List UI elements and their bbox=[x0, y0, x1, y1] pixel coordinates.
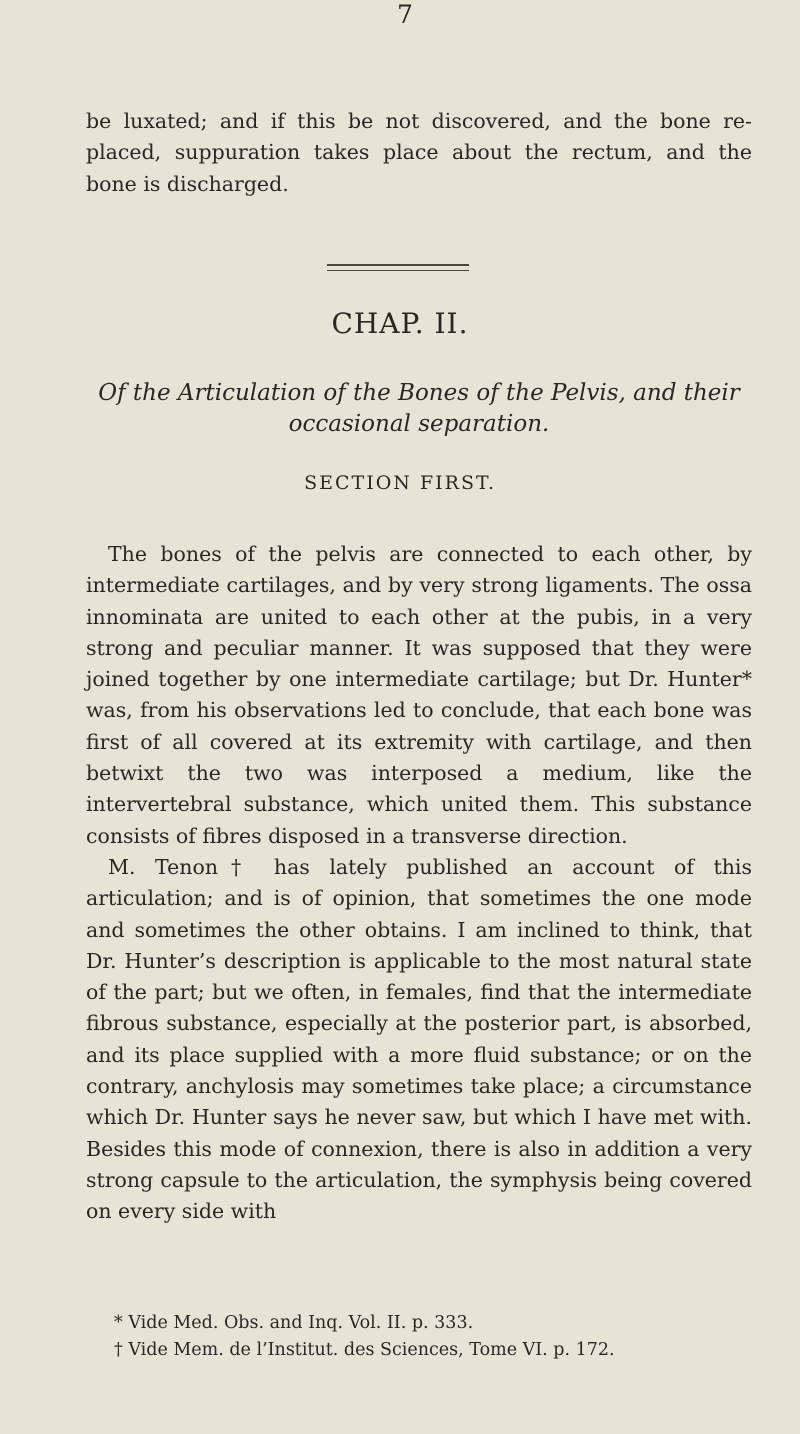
page-number: 7 bbox=[397, 0, 413, 29]
footnotes bbox=[114, 1310, 784, 1364]
paragraph: M. Tenon† has lately published an account of this articulation; and is of opinion, that sometimes the one mode and sometimes the other obtains. I am inclined to think, that Dr. Hunter’s description is applicable to the most natural state of the part; but we often, in females, find that the intermediate fibrous substance, especially at the posterior part, is absorbed, and its place supplied with a more fluid substance; or on the contrary, anchylosis may sometimes take place; a circumstance which Dr. Hunter says he never saw, but which I have met with. Besides this mode of connexion, there is also in addition a very strong capsule to the articulation, the symphysis being covered on every side with bbox=[86, 854, 752, 1224]
chapter-subtitle: Of the Articulation of the Bones of the Pelvis, and their occasional separation. bbox=[98, 380, 740, 437]
section-title: SECTION FIRST. bbox=[304, 472, 496, 494]
paragraph: The bones of the pelvis are connected to each other, by intermediate cartilages, and by very strong ligaments. The ossa innominata are united to each other at the pubis, in a very strong and peculiar manner. It was supposed that they were joined together by one intermediate cartilage; but Dr. Hunter* was, from his observations led to conclude, that each bone was first of all covered at its extremity with cartilage, and then betwixt the two was interposed a medium, like the intervertebral substance, which united them. This substance consists of fibres disposed in a transverse direction. bbox=[86, 542, 752, 848]
chapter-divider bbox=[327, 264, 469, 271]
chapter-title: CHAP. II. bbox=[331, 307, 469, 340]
body-text bbox=[86, 539, 752, 1228]
footnote: * Vide Med. Obs. and Inq. Vol. II. p. 333. bbox=[114, 1313, 474, 1333]
opening-paragraph: be luxated; and if this be not discovered, and the bone re-placed, suppuration takes place about the rectum, and the bone is discharged. bbox=[86, 109, 752, 196]
footnote: † Vide Mem. de l’Institut. des Sciences, Tome VI. p. 172. bbox=[114, 1340, 615, 1360]
